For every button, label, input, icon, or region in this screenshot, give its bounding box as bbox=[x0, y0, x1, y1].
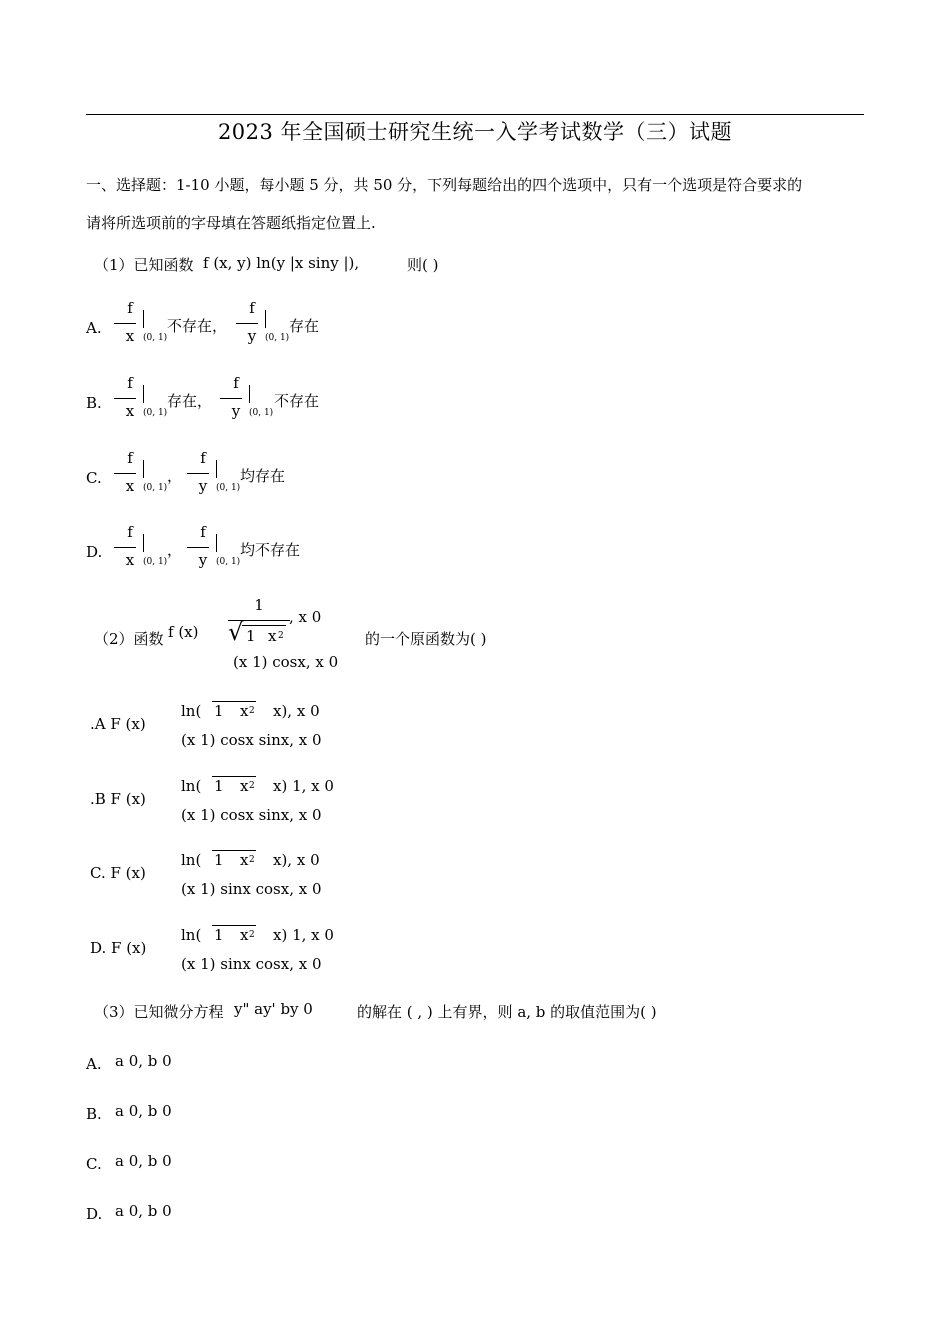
q2-option-sup: 2 bbox=[249, 855, 255, 865]
q1-subscript: (0, 1) bbox=[216, 557, 241, 567]
q2-option-ln: ln( bbox=[181, 777, 202, 795]
q1-frac-num: f bbox=[200, 523, 206, 541]
q2-option-line2: (x 1) cosx sinx, x 0 bbox=[181, 806, 322, 824]
q2-fx: f (x) bbox=[168, 623, 199, 641]
q3-stem-math: y" ay' by 0 bbox=[234, 1000, 313, 1018]
q1-frac-num: f bbox=[127, 523, 133, 541]
q1-option-text2: 不存在 bbox=[274, 392, 320, 410]
q1-frac-num: f bbox=[200, 449, 206, 467]
q1-option-label: C. bbox=[86, 469, 102, 487]
q1-frac-den-x: x bbox=[125, 477, 135, 495]
q1-frac-num: f bbox=[127, 299, 133, 317]
q3-option-label: A. bbox=[86, 1055, 102, 1073]
q2-option-sqrt-a: 1 bbox=[214, 851, 224, 869]
q1-option-label: B. bbox=[86, 394, 102, 412]
q3-option-text: a 0, b 0 bbox=[115, 1052, 172, 1070]
q2-case1-den-a: 1 bbox=[246, 627, 256, 645]
q2-option-label: .A F (x) bbox=[90, 715, 146, 733]
q1-stem-prefix: （1）已知函数 bbox=[94, 256, 194, 274]
q1-frac-den-x: x bbox=[125, 402, 135, 420]
q3-option-text: a 0, b 0 bbox=[115, 1152, 172, 1170]
q2-option-sup: 2 bbox=[249, 930, 255, 940]
q1-option-label: A. bbox=[86, 319, 102, 337]
q1-eval-bar bbox=[143, 310, 144, 328]
q2-option-line1-post: x) 1, x 0 bbox=[273, 926, 334, 944]
q2-case1-numerator: 1 bbox=[254, 596, 264, 614]
q1-option-text1: ， bbox=[167, 467, 183, 485]
section-intro-line1: 一、选择题：1-10 小题，每小题 5 分，共 50 分，下列每题给出的四个选项中，只有一个选项是符合要求的 bbox=[86, 176, 803, 194]
q2-case1-sup: 2 bbox=[278, 631, 284, 641]
q2-option-sqrt-b: x bbox=[240, 777, 249, 795]
q1-option-text2: 均存在 bbox=[240, 467, 286, 485]
q1-frac-den-x: x bbox=[125, 327, 135, 345]
q1-eval-bar bbox=[143, 460, 144, 478]
q2-option-sqrt-b: x bbox=[240, 851, 249, 869]
q2-option-line1-post: x) 1, x 0 bbox=[273, 777, 334, 795]
q1-frac-num: f bbox=[127, 449, 133, 467]
q1-frac-den-y: y bbox=[198, 477, 208, 495]
q2-option-label: D. F (x) bbox=[90, 939, 147, 957]
q2-option-line1-post: x), x 0 bbox=[273, 851, 320, 869]
q1-frac-num: f bbox=[233, 374, 239, 392]
header-rule bbox=[86, 114, 864, 115]
q1-frac-num: f bbox=[127, 374, 133, 392]
q1-subscript: (0, 1) bbox=[265, 333, 290, 343]
q1-subscript: (0, 1) bbox=[143, 408, 168, 418]
q2-stem-suffix: 的一个原函数为( ) bbox=[365, 630, 487, 648]
q1-frac-den-y: y bbox=[198, 551, 208, 569]
q1-option-text1: ， bbox=[167, 541, 183, 559]
q1-option-text2: 存在 bbox=[289, 317, 320, 335]
q1-eval-bar bbox=[249, 385, 250, 403]
q1-subscript: (0, 1) bbox=[143, 557, 168, 567]
q1-fraction-line bbox=[187, 547, 209, 548]
q2-option-ln: ln( bbox=[181, 851, 202, 869]
q1-option-text1: 存在， bbox=[167, 392, 213, 410]
q1-frac-den-x: x bbox=[125, 551, 135, 569]
q2-option-ln: ln( bbox=[181, 926, 202, 944]
q1-subscript: (0, 1) bbox=[216, 483, 241, 493]
q1-fraction-line bbox=[114, 398, 136, 399]
q2-option-label: .B F (x) bbox=[90, 790, 146, 808]
sqrt-icon: √ bbox=[228, 618, 244, 646]
q1-subscript: (0, 1) bbox=[143, 333, 168, 343]
q2-option-sqrt-a: 1 bbox=[214, 926, 224, 944]
section-intro-line2: 请将所选项前的字母填在答题纸指定位置上. bbox=[86, 214, 376, 232]
q1-frac-den-y: y bbox=[247, 327, 257, 345]
q1-fraction-line bbox=[114, 473, 136, 474]
q2-option-sqrt-b: x bbox=[240, 702, 249, 720]
q3-option-label: B. bbox=[86, 1105, 102, 1123]
q2-sqrt-overline bbox=[242, 625, 286, 626]
q2-option-sqrt-a: 1 bbox=[214, 777, 224, 795]
q1-eval-bar bbox=[265, 310, 266, 328]
q2-case1-den-b: x bbox=[268, 627, 277, 645]
q1-eval-bar bbox=[216, 460, 217, 478]
q1-option-label: D. bbox=[86, 543, 103, 561]
q1-subscript: (0, 1) bbox=[143, 483, 168, 493]
q1-stem-math: f (x, y) ln(y |x siny |), bbox=[203, 254, 360, 272]
q1-fraction-line bbox=[220, 398, 242, 399]
q1-eval-bar bbox=[143, 534, 144, 552]
q1-fraction-line bbox=[114, 323, 136, 324]
q2-option-ln: ln( bbox=[181, 702, 202, 720]
q2-case2: (x 1) cosx, x 0 bbox=[233, 653, 339, 671]
q1-subscript: (0, 1) bbox=[249, 408, 274, 418]
q2-option-label: C. F (x) bbox=[90, 864, 146, 882]
q2-option-line2: (x 1) cosx sinx, x 0 bbox=[181, 731, 322, 749]
q1-option-text2: 均不存在 bbox=[240, 541, 301, 559]
q2-option-line1-post: x), x 0 bbox=[273, 702, 320, 720]
q3-option-label: D. bbox=[86, 1205, 103, 1223]
q2-option-line2: (x 1) sinx cosx, x 0 bbox=[181, 955, 322, 973]
q1-fraction-line bbox=[236, 323, 258, 324]
q2-stem-prefix: （2）函数 bbox=[94, 630, 164, 648]
q3-option-text: a 0, b 0 bbox=[115, 1202, 172, 1220]
page-title: 2023 年全国硕士研究生统一入学考试数学（三）试题 bbox=[217, 120, 733, 144]
q2-case1-cond: , x 0 bbox=[289, 608, 322, 626]
q3-option-label: C. bbox=[86, 1155, 102, 1173]
q1-eval-bar bbox=[216, 534, 217, 552]
q1-fraction-line bbox=[114, 547, 136, 548]
q2-option-sqrt-a: 1 bbox=[214, 702, 224, 720]
q1-option-text1: 不存在， bbox=[167, 317, 228, 335]
q2-option-line2: (x 1) sinx cosx, x 0 bbox=[181, 880, 322, 898]
q3-stem-prefix: （3）已知微分方程 bbox=[94, 1003, 224, 1021]
q2-option-sqrt-b: x bbox=[240, 926, 249, 944]
q1-eval-bar bbox=[143, 385, 144, 403]
q2-option-sup: 2 bbox=[249, 781, 255, 791]
q2-option-sup: 2 bbox=[249, 706, 255, 716]
q1-frac-num: f bbox=[249, 299, 255, 317]
q3-option-text: a 0, b 0 bbox=[115, 1102, 172, 1120]
q1-stem-suffix: 则( ) bbox=[407, 256, 439, 274]
q1-fraction-line bbox=[187, 473, 209, 474]
q3-stem-suffix: 的解在 ( , ) 上有界，则 a, b 的取值范围为( ) bbox=[357, 1003, 657, 1021]
q1-frac-den-y: y bbox=[231, 402, 241, 420]
